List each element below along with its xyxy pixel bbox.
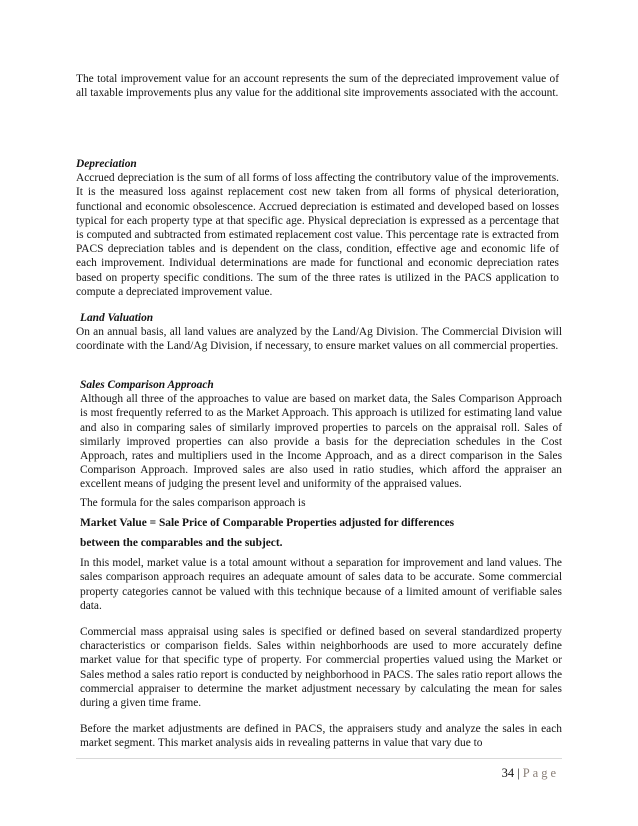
- formula-intro: The formula for the sales comparison approach is: [80, 496, 306, 509]
- mass-appraisal-paragraph: Commercial mass appraisal using sales is specified or defined based on several standardized property characteristics or comparison fields. Sales within neighborhoods are used to more accurately define market value for that specific type of property. For commercial properties valued using the Market or Sales method a sales ratio report is conducted by neighborhood in PACS. The sales ratio report allows the commercial appraiser to determine the market adjustment necessary by calculating the mean for sales during a given time frame.: [80, 626, 562, 710]
- sales-comparison-paragraph: Although all three of the approaches to value are based on market data, the Sales Comparison Approach is most frequently referred to as the Market Approach. This approach is utilized for estimating land value and also in comparing sales of similarly improved properties to parcels on the appraisal roll. Sales of similarly improved properties can also provide a basis for the depreciation schedules in the Cost Approach, rates and multipliers used in the Income Approach, and as a direct comparison in the Sales Comparison Approach. Improved sales are also used in ratio studies, which afford the appraiser an excellent means of judging the present level and uniformity of the appraised values.: [80, 393, 562, 491]
- market-analysis-paragraph: Before the market adjustments are defined in PACS, the appraisers study and analyze the sales in each market segment. This market analysis aids in revealing patterns in value that vary due to: [80, 723, 562, 750]
- footer-separator: |: [517, 766, 520, 780]
- page-number: 34: [501, 766, 515, 780]
- page-label: Page: [522, 766, 559, 780]
- land-valuation-heading: Land Valuation: [80, 312, 154, 324]
- land-valuation-section: [76, 311, 562, 354]
- depreciation-paragraph: Accrued depreciation is the sum of all forms of loss affecting the contributory value of the improvements. It is the measured loss against replacement cost new taken from all forms of physical deterioration, functional and economic obsolescence. Accrued depreciation is estimated and developed based on losses typical for each property type at that specific age. Physical depreciation is expressed as a percentage that is computed and subtracted from estimated replacement cost value. This percentage rate is extracted from PACS depreciation tables and is dependent on the class, condition, effective age and economic life of each improvement. Individual determinations are made for functional and economic depreciation rates based on property specific conditions. The sum of the three rates is utilized in the PACS application to compute a depreciated improvement value.: [76, 172, 559, 298]
- sales-comparison-section: [80, 378, 562, 751]
- footer-divider: [76, 758, 562, 759]
- formula-line-2: between the comparables and the subject.: [80, 537, 283, 550]
- depreciation-heading: Depreciation: [76, 158, 137, 170]
- page-footer: [502, 766, 559, 780]
- depreciation-section: [76, 157, 559, 299]
- sales-comparison-heading: Sales Comparison Approach: [80, 379, 214, 391]
- intro-paragraph: The total improvement value for an account represents the sum of the depreciated improvement value of all taxable improvements plus any value for the additional site improvements associated with the account.: [76, 73, 559, 100]
- land-valuation-paragraph: On an annual basis, all land values are analyzed by the Land/Ag Division. The Commercial Division will coordinate with the Land/Ag Division, if necessary, to ensure market values on all commercial properties.: [76, 326, 562, 353]
- model-paragraph: In this model, market value is a total amount without a separation for improvement and land values. The sales comparison approach requires an adequate amount of sales data to be accurate. Some commercial property categories cannot be valued with this technique because of a limited amount of verifiable sales data.: [80, 557, 562, 612]
- formula-line-1: Market Value = Sale Price of Comparable Properties adjusted for differences: [80, 516, 455, 529]
